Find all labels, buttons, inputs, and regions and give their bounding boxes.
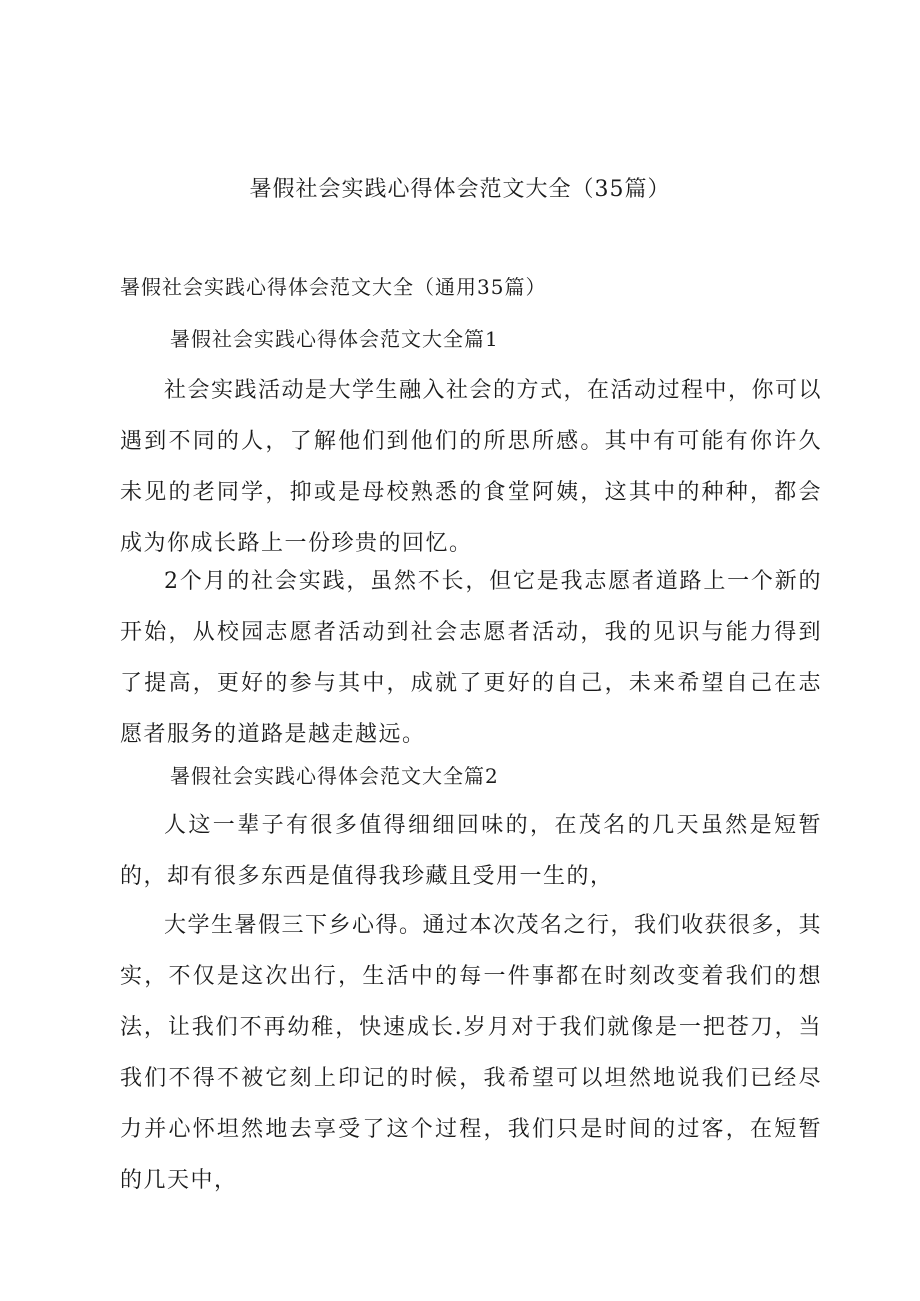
paragraph: 大学生暑假三下乡心得。通过本次茂名之行，我们收获很多，其实，不仅是这次出行，生活中的每一件事都在时刻改变着我们的想法，让我们不再幼稚，快速成长.岁月对于我们就像是一把苍刀，当我们不得不被它刻上印记的时候，我希望可以坦然地说我们已经尽力并心怀坦然地去享受了这个过程，我们只是时间的过客，在短暂的几天中， bbox=[120, 913, 823, 1193]
document-subtitle: 暑假社会实践心得体会范文大全（通用35篇） bbox=[120, 275, 547, 299]
section-heading-2: 暑假社会实践心得体会范文大全篇2 bbox=[170, 764, 499, 788]
document-title: 暑假社会实践心得体会范文大全（35篇） bbox=[249, 177, 671, 202]
paragraph: 人这一辈子有很多值得细细回味的，在茂名的几天虽然是短暂的，却有很多东西是值得我珍藏且受用一生的， bbox=[120, 813, 822, 889]
paragraph: 2个月的社会实践，虽然不长，但它是我志愿者道路上一个新的开始，从校园志愿者活动到社会志愿者活动，我的见识与能力得到了提高，更好的参与其中，成就了更好的自己，未来希望自己在志愿者服务的道路是越走越远。 bbox=[120, 569, 822, 747]
paragraph: 社会实践活动是大学生融入社会的方式，在活动过程中，你可以遇到不同的人，了解他们到他们的所思所感。其中有可能有你许久未见的老同学，抑或是母校熟悉的食堂阿姨，这其中的种种，都会成为你成长路上一份珍贵的回忆。 bbox=[120, 378, 823, 556]
section-heading-1: 暑假社会实践心得体会范文大全篇1 bbox=[170, 327, 499, 351]
